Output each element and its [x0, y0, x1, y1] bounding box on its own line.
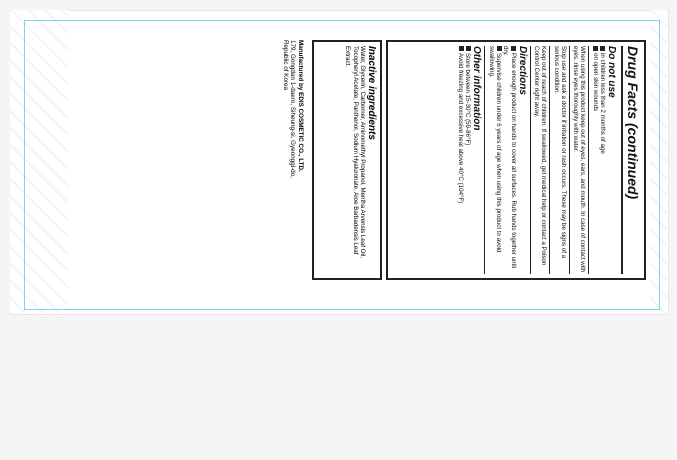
directions-heading: Directions: [516, 46, 528, 95]
drug-facts-title: Drug Facts (continued): [621, 46, 641, 274]
other-info-heading: Other information: [471, 46, 483, 131]
do-not-use-heading: Do not use: [606, 46, 617, 98]
directions-item: Place enough product on hands to cover all surfaces. Rub hands together until dry.: [502, 46, 517, 268]
do-not-use-item: in children less than 2 months of age: [599, 53, 606, 154]
label-panel: [226, 40, 646, 280]
other-info-section: [455, 46, 485, 274]
do-not-use-item: on open skin wounds: [591, 53, 599, 112]
bullet-square-icon: [459, 46, 464, 51]
do-not-use-section: [588, 46, 619, 274]
manufacturer-line2: 179, Gongdan 1-daero, Siheung-si, Gyeonggi-do,: [289, 40, 297, 178]
manufacturer-line1: Manufactured by EDIS COSMETIC CO., LTD.: [297, 40, 304, 172]
list-item: [591, 46, 598, 274]
list-item: [457, 46, 464, 274]
stop-use-section: [549, 46, 569, 274]
bullet-square-icon: [497, 46, 502, 51]
drug-facts-box: [386, 40, 646, 280]
manufacturer-block: [242, 40, 306, 280]
list-item: [599, 46, 606, 274]
list-item: [487, 46, 502, 274]
inactive-text: Water, Glycerin, Carbomer, Aminomethyl Propanol, Mentha Arvensis Leaf Oil, Tocopheryl Acetate, Panthenol, Sodium Hyaluronate, Aloe Barbadensis Leaf Extract.: [344, 46, 366, 258]
other-info-item: Avoid freezing and excessive heat above 40°C (104°F): [457, 53, 465, 204]
when-using-section: [569, 46, 589, 274]
directions-item: Supervise children under 6 years of age when using this product to avoid swallowing.: [487, 46, 503, 253]
rotated-label-content: [282, 40, 646, 460]
keep-out-section: [530, 46, 550, 274]
stop-use-text: Stop use and ask a doctor if irritation or rash occurs. These may be signs of a serious condition.: [552, 46, 567, 259]
directions-section: [484, 46, 529, 274]
bullet-square-icon: [601, 46, 606, 51]
inactive-heading: Inactive ingredients: [366, 46, 377, 140]
bullet-square-icon: [511, 46, 516, 51]
when-using-text: When using this product keep out of eyes, ears, and mouth. In case of contact with eyes, rinse eyes thoroughly with water.: [572, 46, 587, 273]
list-item: [502, 46, 517, 274]
inactive-ingredients-box: [312, 40, 382, 280]
other-info-item: Store between 15-30°C (59-86°F): [464, 53, 472, 146]
bullet-square-icon: [466, 46, 471, 51]
bullet-square-icon: [593, 46, 598, 51]
list-item: [464, 46, 471, 274]
keep-out-text: Keep out of reach of children. If swallowed, get medical help or contact a Poison Control Center right away.: [532, 46, 548, 266]
manufacturer-line3: Republic of Korea: [282, 40, 289, 91]
